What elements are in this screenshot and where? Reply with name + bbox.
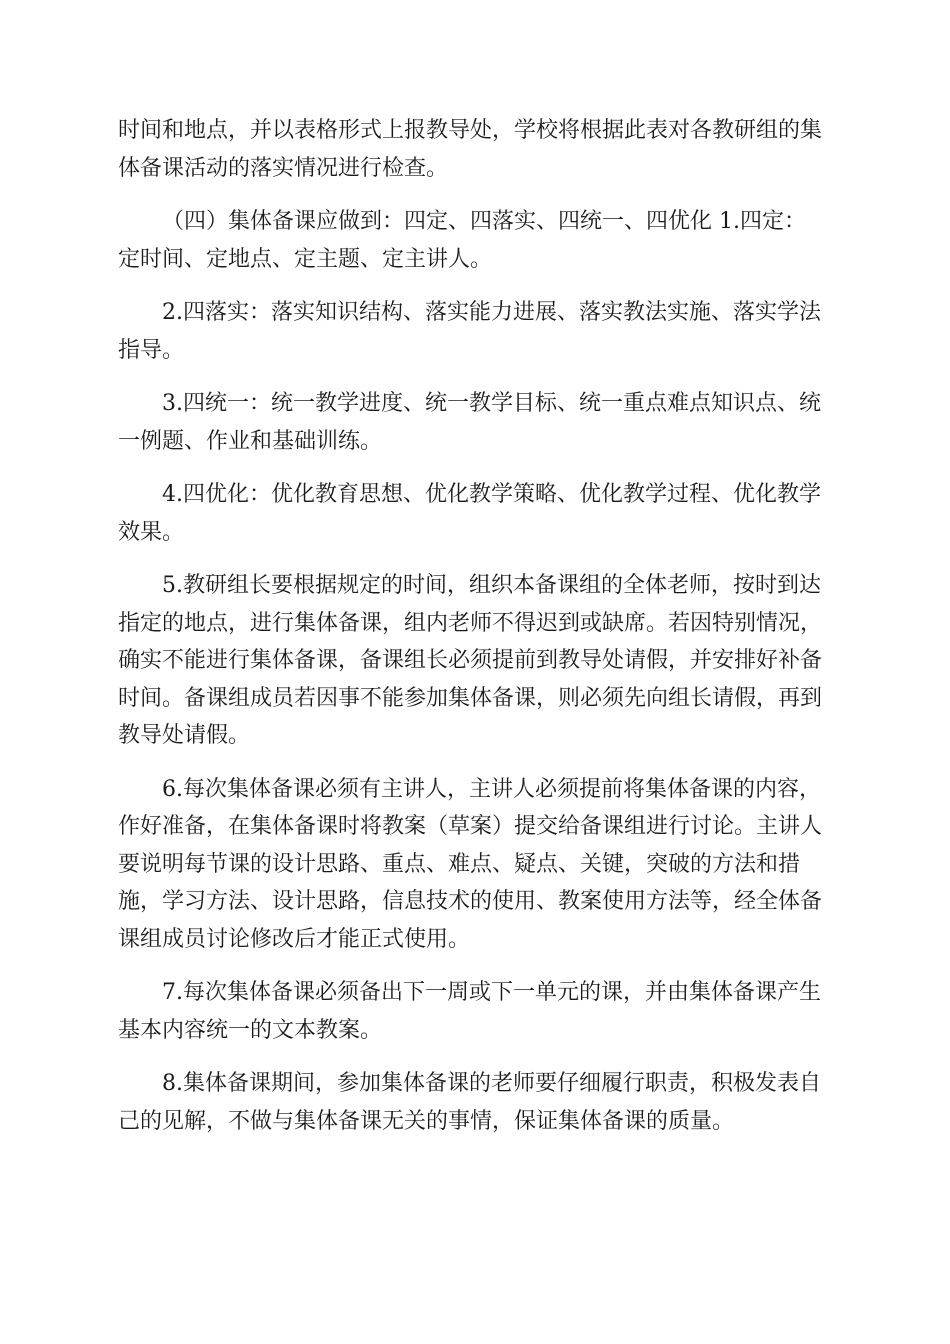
text-line: 3.四统一：统一教学进度、统一教学目标、统一重点难点知识点、统 [162, 391, 821, 416]
paragraph-item-7 [118, 974, 834, 1049]
text-line: 施，学习方法、设计思路，信息技术的使用、教案使用方法等，经全体备 [118, 889, 823, 914]
text-line: 7.每次集体备课必须备出下一周或下一单元的课，并由集体备课产生 [162, 980, 821, 1005]
text-line: 时间。备课组成员若因事不能参加集体备课，则必须先向组长请假，再到 [118, 685, 823, 711]
paragraph-item-8 [118, 1065, 834, 1140]
text-line: 体备课活动的落实情况进行检查。 [118, 155, 449, 181]
text-line: 时间和地点，并以表格形式上报教导处，学校将根据此表对各教研组的集 [118, 118, 823, 143]
text-line: 5.教研组长要根据规定的时间，组织本备课组的全体老师，按时到达 [162, 573, 821, 598]
paragraph-item-5 [118, 567, 834, 755]
paragraph-item-2 [118, 294, 834, 369]
text-line: 教导处请假。 [118, 723, 251, 748]
text-line: 己的见解，不做与集体备课无关的事情，保证集体备课的质量。 [118, 1108, 735, 1134]
paragraph-item-4 [118, 476, 834, 551]
text-line: （四）集体备课应做到：四定、四落实、四统一、四优化 1.四定： [162, 209, 806, 234]
text-line: 确实不能进行集体备课，备课组长必须提前到教导处请假，并安排好补备 [118, 648, 823, 673]
text-line: 指导。 [118, 337, 185, 363]
text-line: 定时间、定地点、定主题、定主讲人。 [118, 246, 493, 272]
paragraph-item-3 [118, 385, 834, 460]
text-line: 课组成员讨论修改后才能正式使用。 [118, 926, 471, 952]
text-line: 指定的地点，进行集体备课，组内老师不得迟到或缺席。若因特别情况， [118, 610, 823, 636]
paragraph-section-four [118, 203, 834, 278]
document-body [118, 112, 834, 1140]
text-line: 效果。 [118, 519, 185, 545]
text-line: 2.四落实：落实知识结构、落实能力进展、落实教法实施、落实学法 [162, 300, 821, 325]
text-line: 要说明每节课的设计思路、重点、难点、疑点、关键，突破的方法和措 [118, 851, 801, 877]
paragraph-item-6 [118, 771, 834, 959]
paragraph-continuation [118, 112, 834, 187]
text-line: 作好准备，在集体备课时将教案（草案）提交给备课组进行讨论。主讲人 [118, 814, 823, 839]
text-line: 一例题、作业和基础训练。 [118, 428, 383, 454]
text-line: 基本内容统一的文本教案。 [118, 1017, 383, 1043]
text-line: 6.每次集体备课必须有主讲人，主讲人必须提前将集体备课的内容， [162, 776, 821, 802]
text-line: 4.四优化：优化教育思想、优化教学策略、优化教学过程、优化教学 [162, 482, 821, 507]
text-line: 8.集体备课期间，参加集体备课的老师要仔细履行职责，积极发表自 [162, 1071, 821, 1096]
